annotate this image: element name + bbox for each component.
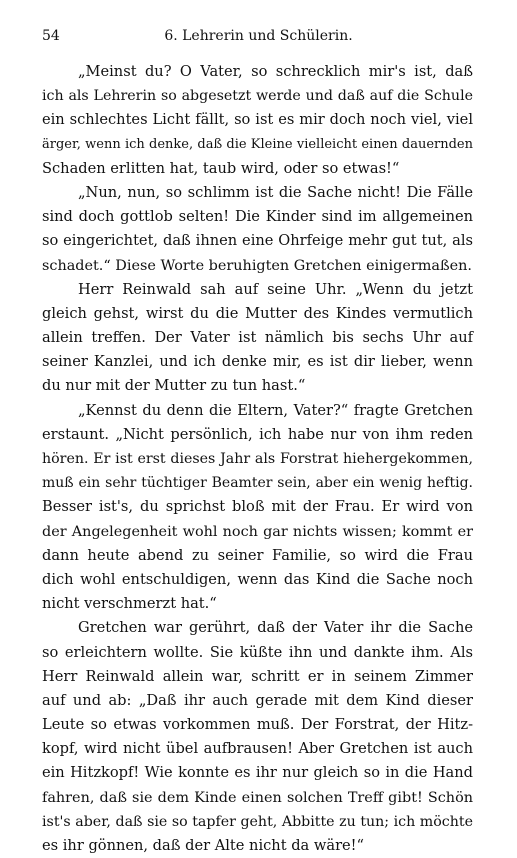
text-line: Gretchen war gerührt, daß der Vater ihr die Sache bbox=[78, 619, 473, 637]
text-line: erstaunt. „Nicht persönlich, ich habe nur von ihm reden bbox=[42, 425, 473, 443]
text-line: kopf, wird nicht übel aufbrausen! Aber Gretchen ist auch bbox=[42, 740, 473, 758]
text-line: hören. Er ist erst dieses Jahr als Forstrat hiehergekommen, bbox=[42, 451, 473, 467]
body-text bbox=[42, 60, 473, 858]
text-line: allein treffen. Der Vater ist nämlich bis sechs Uhr auf bbox=[42, 329, 473, 347]
text-line: muß ein sehr tüchtiger Beamter sein, aber ein wenig heftig. bbox=[42, 475, 473, 492]
text-line: seiner Kanzlei, und ich denke mir, es ist dir lieber, wenn bbox=[42, 353, 473, 371]
text-line: ein Hitzkopf! Wie konnte es ihr nur gleich so in die Hand bbox=[42, 764, 473, 782]
text-line: so eingerichtet, daß ihnen eine Ohrfeige mehr gut tut, als bbox=[42, 232, 473, 250]
text-line: so erleichtern wollte. Sie küßte ihn und dankte ihm. Als bbox=[42, 643, 473, 661]
text-line: dich wohl entschuldigen, wenn das Kind die Sache noch bbox=[42, 570, 473, 588]
text-line: es ihr gönnen, daß der Alte nicht da wäre!“ bbox=[42, 837, 365, 854]
text-line: ist's aber, daß sie so tapfer geht, Abbitte zu tun; ich möchte bbox=[42, 813, 473, 830]
text-line: schadet.“ Diese Worte beruhigten Gretchen einigermaßen. bbox=[42, 257, 472, 274]
text-line: Schaden erlitten hat, taub wird, oder so etwas!“ bbox=[42, 159, 400, 177]
text-line: ich als Lehrerin so abgesetzt werde und daß auf die Schule bbox=[42, 88, 473, 105]
text-line: Besser ist's, du sprichst bloß mit der Frau. Er wird von bbox=[42, 498, 473, 516]
text-line: Leute so etwas vorkommen muß. Der Forstrat, der Hitz- bbox=[42, 716, 473, 734]
text-line: auf und ab: „Daß ihr auch gerade mit dem Kind dieser bbox=[42, 691, 473, 709]
text-line: dann heute abend zu seiner Familie, so wird die Frau bbox=[42, 546, 473, 564]
text-line: Herr Reinwald allein war, schritt er in seinem Zimmer bbox=[42, 667, 473, 685]
text-line: sind doch gottlob selten! Die Kinder sind im allgemeinen bbox=[42, 208, 473, 226]
text-line: du nur mit der Mutter zu tun hast.“ bbox=[42, 377, 306, 395]
text-line: „Kennst du denn die Eltern, Vater?“ fragte Gretchen bbox=[78, 401, 473, 419]
text-line: nicht verschmerzt hat.“ bbox=[42, 595, 217, 613]
text-line: der Angelegenheit wohl noch gar nichts wissen; kommt er bbox=[42, 523, 473, 540]
text-line: ein schlechtes Licht fällt, so ist es mir doch noch viel, viel bbox=[42, 111, 473, 129]
text-line: fahren, daß sie dem Kinde einen solchen Treff gibt! Schön bbox=[42, 789, 473, 806]
page-number: 54 bbox=[42, 28, 60, 44]
running-title: 6. Lehrerin und Schülerin. bbox=[164, 28, 353, 44]
text-line: „Nun, nun, so schlimm ist die Sache nicht! Die Fälle bbox=[78, 183, 473, 201]
text-line: ärger, wenn ich denke, daß die Kleine vielleicht einen dauernden bbox=[42, 136, 473, 152]
text-line: Herr Reinwald sah auf seine Uhr. „Wenn du jetzt bbox=[78, 280, 473, 298]
page-header bbox=[40, 28, 477, 48]
text-line: „Meinst du? O Vater, so schrecklich mir's ist, daß bbox=[78, 63, 473, 80]
text-line: gleich gehst, wirst du die Mutter des Kindes vermutlich bbox=[42, 304, 473, 322]
